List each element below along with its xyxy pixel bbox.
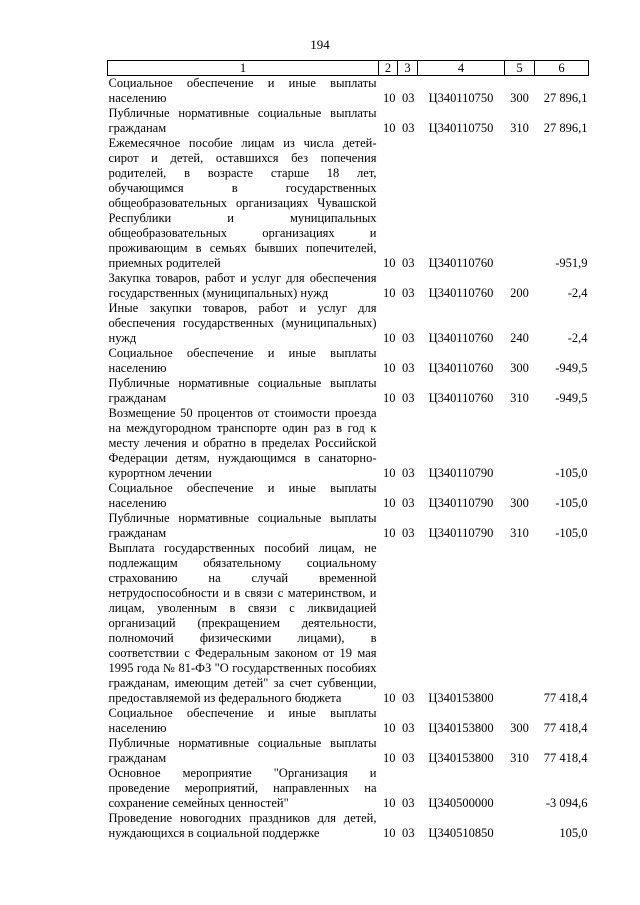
row-section: 10	[383, 826, 396, 840]
header-col-2: 2	[379, 61, 398, 76]
row-amount: -2,4	[567, 286, 588, 300]
row-amount: 77 418,4	[543, 751, 588, 765]
row-section: 10	[383, 91, 396, 105]
row-target-code: Ц340153800	[428, 751, 494, 765]
row-amount: 27 896,1	[543, 121, 588, 135]
row-section: 10	[383, 496, 396, 510]
row-expense-type: 310	[510, 121, 529, 135]
row-expense-type: 310	[510, 526, 529, 540]
row-name: Социальное обеспечение и иные выплаты населению	[108, 481, 377, 510]
header-col-6: 6	[535, 61, 589, 76]
row-section: 10	[383, 721, 396, 735]
row-amount: -105,0	[555, 496, 588, 510]
table-row	[108, 736, 589, 766]
row-expense-type: 300	[510, 361, 529, 375]
table-row	[108, 76, 589, 107]
row-section: 10	[383, 121, 396, 135]
row-expense-type	[505, 136, 535, 271]
row-subsection: 03	[402, 751, 415, 765]
row-amount: -105,0	[555, 526, 588, 540]
row-section: 10	[383, 391, 396, 405]
table-row	[108, 376, 589, 406]
row-section: 10	[383, 526, 396, 540]
row-section: 10	[383, 286, 396, 300]
row-target-code: Ц340110760	[428, 361, 494, 375]
row-name: Публичные нормативные социальные выплаты гражданам	[108, 511, 377, 540]
row-section: 10	[383, 691, 396, 705]
table-row	[108, 511, 589, 541]
row-amount: -3 094,6	[545, 796, 588, 810]
row-subsection: 03	[402, 826, 415, 840]
row-amount: 27 896,1	[543, 91, 588, 105]
page-number: 194	[310, 37, 330, 52]
table-row	[108, 811, 589, 841]
row-expense-type: 310	[510, 751, 529, 765]
row-target-code: Ц340110790	[428, 466, 494, 480]
row-subsection: 03	[402, 91, 415, 105]
row-target-code: Ц340110760	[428, 256, 494, 270]
table-row	[108, 481, 589, 511]
row-expense-type: 310	[510, 391, 529, 405]
row-target-code: Ц340110790	[428, 496, 494, 510]
row-name: Публичные нормативные социальные выплаты гражданам	[108, 736, 377, 765]
row-section: 10	[383, 331, 396, 345]
row-target-code: Ц340110760	[428, 331, 494, 345]
row-expense-type	[505, 811, 535, 841]
row-target-code: Ц340110790	[428, 526, 494, 540]
row-name: Основное мероприятие "Организация и проведение мероприятий, направленных на сохранение семейных ценностей"	[108, 766, 377, 810]
row-subsection: 03	[402, 526, 415, 540]
row-target-code: Ц340110750	[428, 91, 494, 105]
row-subsection: 03	[402, 796, 415, 810]
row-subsection: 03	[402, 121, 415, 135]
row-expense-type	[505, 406, 535, 481]
table-row	[108, 346, 589, 376]
row-name: Возмещение 50 процентов от стоимости проезда на междугородном транспорте один раз в год к месту лечения и обратно в пределах Российской Федерации детям, нуждающимся в санаторно-курортном лечении	[108, 406, 377, 480]
table-row	[108, 301, 589, 346]
row-name: Иные закупки товаров, работ и услуг для обеспечения государственных (муниципальных) нужд	[108, 301, 377, 345]
table-row	[108, 541, 589, 706]
row-expense-type	[505, 766, 535, 811]
row-target-code: Ц340510850	[428, 826, 494, 840]
row-expense-type	[505, 541, 535, 706]
table-row	[108, 766, 589, 811]
row-name: Проведение новогодних праздников для детей, нуждающихся в социальной поддержке	[108, 811, 377, 840]
row-subsection: 03	[402, 361, 415, 375]
row-amount: -105,0	[555, 466, 588, 480]
table-row	[108, 106, 589, 136]
row-amount: 77 418,4	[543, 691, 588, 705]
row-name: Закупка товаров, работ и услуг для обеспечения государственных (муниципальных) нужд	[108, 271, 377, 300]
table-row	[108, 706, 589, 736]
row-subsection: 03	[402, 721, 415, 735]
row-amount: -949,5	[555, 361, 588, 375]
row-section: 10	[383, 256, 396, 270]
row-name: Социальное обеспечение и иные выплаты населению	[108, 346, 377, 375]
row-target-code: Ц340110760	[428, 391, 494, 405]
row-section: 10	[383, 466, 396, 480]
budget-table	[107, 60, 589, 841]
row-name: Социальное обеспечение и иные выплаты населению	[108, 706, 377, 735]
header-col-4: 4	[418, 61, 505, 76]
row-subsection: 03	[402, 496, 415, 510]
row-amount: 77 418,4	[543, 721, 588, 735]
row-name: Публичные нормативные социальные выплаты гражданам	[108, 106, 377, 135]
row-section: 10	[383, 361, 396, 375]
row-target-code: Ц340153800	[428, 691, 494, 705]
row-subsection: 03	[402, 691, 415, 705]
row-amount: -951,9	[555, 256, 588, 270]
row-name: Социальное обеспечение и иные выплаты населению	[108, 76, 377, 105]
table-body	[108, 76, 589, 842]
row-expense-type: 200	[510, 286, 529, 300]
row-section: 10	[383, 751, 396, 765]
row-subsection: 03	[402, 391, 415, 405]
row-amount: 105,0	[559, 826, 588, 840]
row-expense-type: 240	[510, 331, 529, 345]
header-col-3: 3	[398, 61, 418, 76]
table-row	[108, 271, 589, 301]
row-expense-type: 300	[510, 721, 529, 735]
row-target-code: Ц340110760	[428, 286, 494, 300]
header-row	[108, 61, 589, 76]
row-target-code: Ц340153800	[428, 721, 494, 735]
row-subsection: 03	[402, 286, 415, 300]
row-name: Ежемесячное пособие лицам из числа детей-сирот и детей, оставшихся без попечения родителей, в возрасте старше 18 лет, обучающимся в государственных общеобразовательных организациях Чувашской Республики и муниципальных общеобразовательных организациях и проживающим в семьях бывших попечителей, приемных родителей	[108, 136, 377, 270]
row-amount: -2,4	[567, 331, 588, 345]
row-subsection: 03	[402, 466, 415, 480]
row-expense-type: 300	[510, 496, 529, 510]
row-subsection: 03	[402, 331, 415, 345]
row-name: Выплата государственных пособий лицам, не подлежащим обязательному социальному страхованию на случай временной нетрудоспособности и в связи с материнством, и лицам, уволенным в связи с ликвидацией организаций (прекращением деятельности, полномочий физическими лицами), в соответствии с Федеральным законом от 19 мая 1995 года № 81-ФЗ "О государственных пособиях гражданам, имеющим детей" за счет субвенции, предоставляемой из федерального бюджета	[108, 541, 377, 705]
row-name: Публичные нормативные социальные выплаты гражданам	[108, 376, 377, 405]
row-target-code: Ц340110750	[428, 121, 494, 135]
row-subsection: 03	[402, 256, 415, 270]
row-target-code: Ц340500000	[428, 796, 494, 810]
header-col-1: 1	[108, 61, 379, 76]
row-amount: -949,5	[555, 391, 588, 405]
row-section: 10	[383, 796, 396, 810]
row-expense-type: 300	[510, 91, 529, 105]
table-row	[108, 406, 589, 481]
table-row	[108, 136, 589, 271]
header-col-5: 5	[505, 61, 535, 76]
